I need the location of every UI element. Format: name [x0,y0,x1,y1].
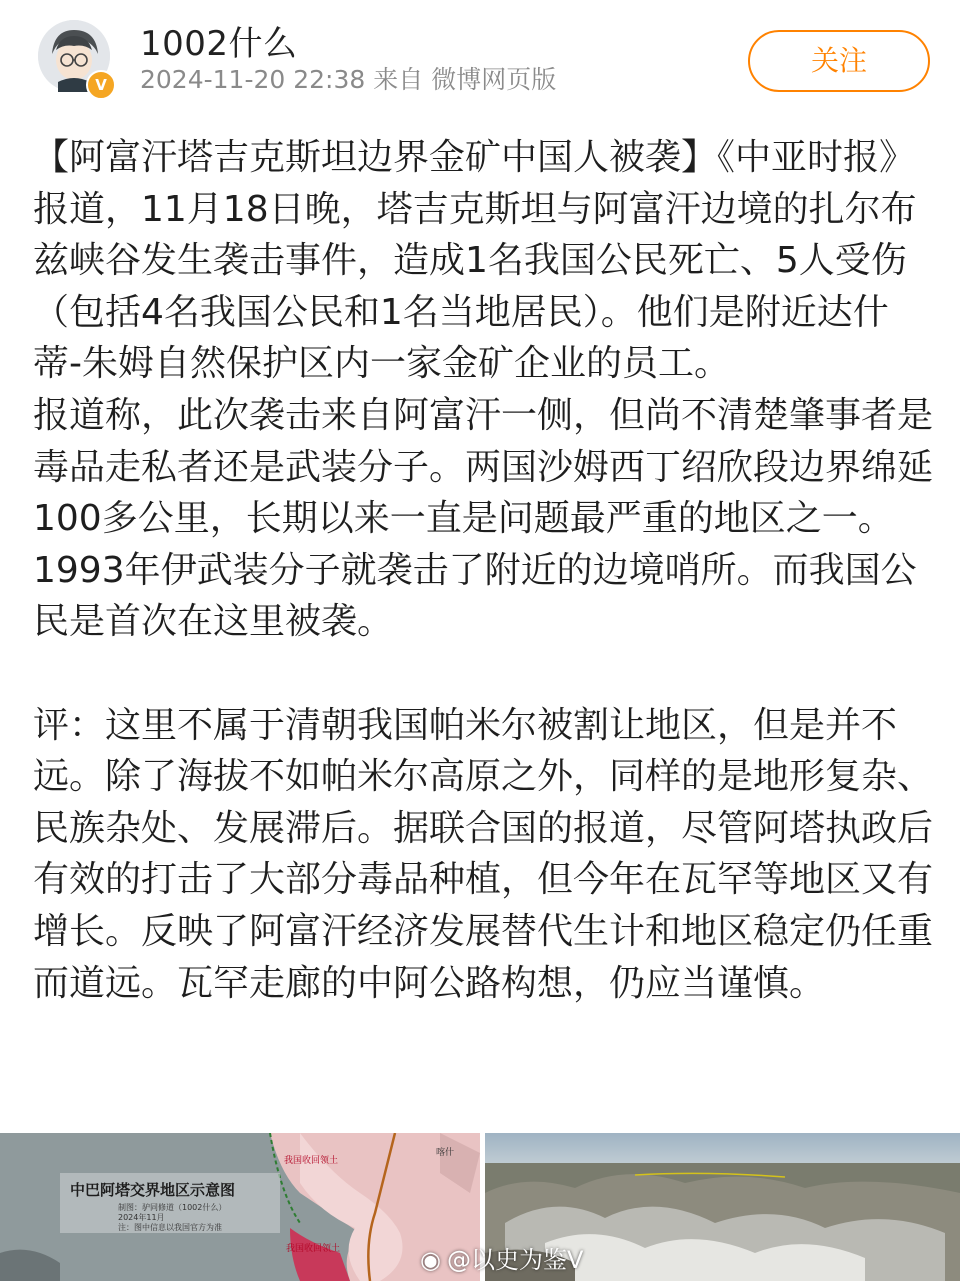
map-image[interactable] [0,1133,480,1281]
weibo-logo-icon: ◉ [420,1246,441,1274]
post-body [33,132,933,1009]
watermark-text: @以史为鉴V [446,1246,584,1274]
post-paragraph: 评：这里不属于清朝我国帕米尔被割让地区，但是并不远。除了海拔不如帕米尔高原之外，同样的是地形复杂、民族杂处、发展滞后。据联合国的报道，尽管阿塔执政后有效的打击了大部分毒品种植，但今年在瓦罕等地区又有增长。反映了阿富汗经济发展替代生计和地区稳定仍任重而道远。瓦罕走廊的中阿公路构想，仍应当谨慎。 [33,704,934,1004]
map-label: 喀什 [436,1148,455,1158]
post-datetime: 2024-11-20 22:38 [140,65,366,94]
post-paragraph: 报道称，此次袭击来自阿富汗一侧，但尚不清楚肇事者是毒品走私者还是武装分子。两国沙姆西丁绍欣段边界绵延100多公里，长期以来一直是问题最严重的地区之一。1993年伊武装分子就袭击了附近的边境哨所。而我国公民是首次在这里被袭。 [33,394,934,643]
map-label: 我国收回领土 [286,1244,341,1254]
verified-badge-icon: V [86,70,116,100]
username[interactable]: 1002什么 [140,24,298,64]
source-prefix: 来自 [373,65,424,94]
post-paragraph: 【阿富汗塔吉克斯坦边界金矿中国人被袭】《中亚时报》报道，11月18日晚，塔吉克斯坦与阿富汗边境的扎尔布兹峡谷发生袭击事件，造成1名我国公民死亡、5人受伤（包括4名我国公民和1名当地居民）。他们是附近达什蒂-朱姆自然保护区内一家金矿企业的员工。 [33,137,917,385]
post-source[interactable]: 微博网页版 [431,65,557,94]
post-header [0,0,960,110]
map-note: 注：图中信息以我国官方为准 [118,1223,222,1232]
image-watermark [420,1240,583,1275]
map-subtitle [118,1203,226,1233]
map-credit: 制图：驴同修道（1002什么） [118,1203,227,1212]
post-meta [140,60,564,96]
map-date: 2024年11月 [118,1213,165,1222]
map-graphic [0,1133,480,1281]
follow-button[interactable]: 关注 [748,30,930,92]
map-label: 我国收回领土 [284,1156,339,1166]
paragraph-gap [33,648,933,700]
map-title: 中巴阿塔交界地区示意图 [70,1181,236,1199]
